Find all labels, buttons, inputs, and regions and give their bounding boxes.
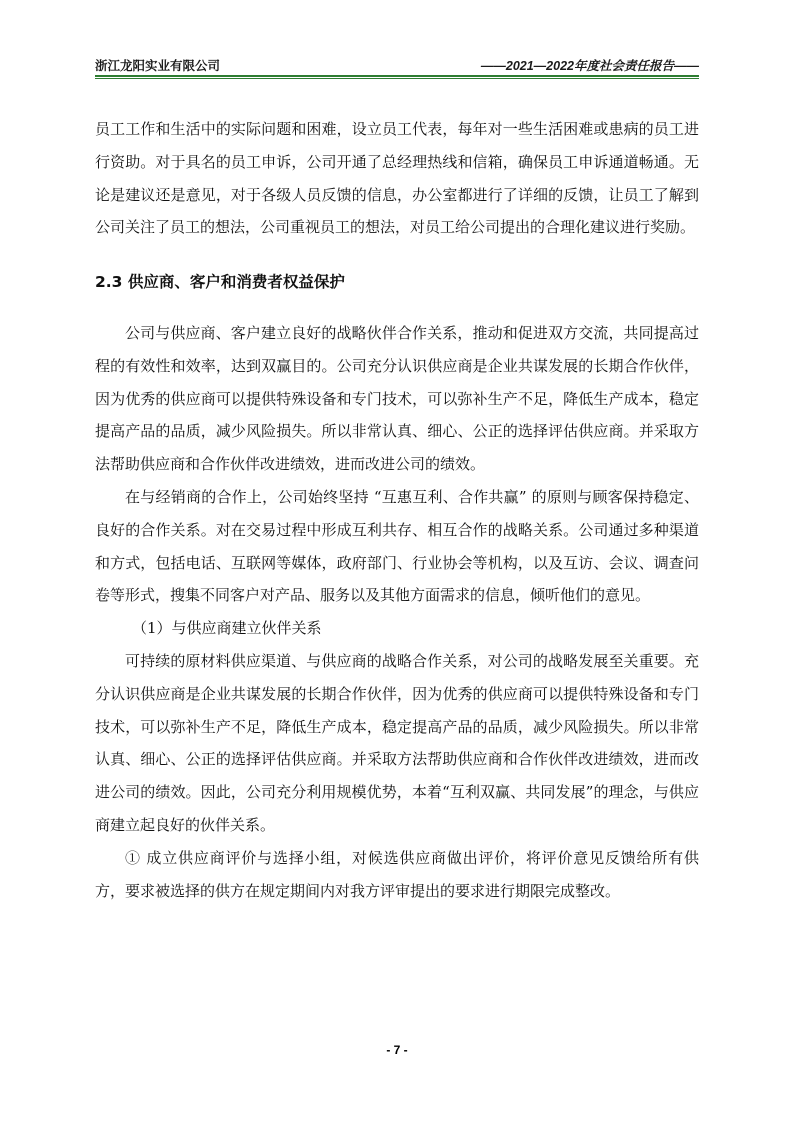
paragraph: 可持续的原材料供应渠道、与供应商的战略合作关系，对公司的战略发展至关重要。充分认识供应商是企业共谋发展的长期合作伙伴，因为优秀的供应商可以提供特殊设备和专门技术，可以弥补生产不足，降低生产成本，稳定提高产品的品质，减少风险损失。所以非常认真、细心、公正的选择评估供应商。并采取方法帮助供应商和合作伙伴改进绩效，进而改进公司的绩效。因此，公司充分利用规模优势，本着“互利双赢、共同发展”的理念，与供应商建立起良好的伙伴关系。 (95, 651, 699, 834)
header-rule-thin (95, 78, 699, 79)
company-name: 浙江龙阳实业有限公司 (95, 59, 221, 73)
page-number: - 7 - (386, 1043, 408, 1057)
paragraph: ① 成立供应商评价与选择小组，对候选供应商做出评价，将评价意见反馈给所有供方，要求被选择的供方在规定期间内对我方评审提出的要求进行期限完成整改。 (95, 848, 699, 900)
report-title: ——2021—2022年度社会责任报告—— (480, 59, 699, 73)
page-header (95, 54, 699, 74)
page-body (95, 113, 699, 907)
subheading: （1）与供应商建立伙伴关系 (132, 619, 322, 638)
paragraph: 公司与供应商、客户建立良好的战略伙伴合作关系，推动和促进双方交流，共同提高过程的有效性和效率，达到双赢目的。公司充分认识供应商是企业共谋发展的长期合作伙伴，因为优秀的供应商可以提供特殊设备和专门技术，可以弥补生产不足，降低生产成本，稳定提高产品的品质，减少风险损失。所以非常认真、细心、公正的选择评估供应商。并采取方法帮助供应商和合作伙伴改进绩效，进而改进公司的绩效。 (95, 323, 699, 474)
paragraph: 在与经销商的合作上，公司始终坚持 “互惠互利、合作共赢” 的原则与顾客保持稳定、良好的合作关系。对在交易过程中形成互利共存、相互合作的战略关系。公司通过多种渠道和方式，包括电话、互联网等媒体，政府部门、行业协会等机构，以及互访、会议、调查问卷等形式，搜集不同客户对产品、服务以及其他方面需求的信息，倾听他们的意见。 (95, 487, 699, 605)
paragraph-continued: 员工工作和生活中的实际问题和困难，设立员工代表，每年对一些生活困难或患病的员工进行资助。对于具名的员工申诉，公司开通了总经理热线和信箱，确保员工申诉通道畅通。无论是建议还是意见，对于各级人员反馈的信息，办公室都进行了详细的反馈，让员工了解到公司关注了员工的想法，公司重视员工的想法，对员工给公司提出的合理化建议进行奖励。 (95, 120, 699, 237)
header-rule (95, 75, 699, 77)
section-heading: 2.3 供应商、客户和消费者权益保护 (95, 273, 345, 292)
